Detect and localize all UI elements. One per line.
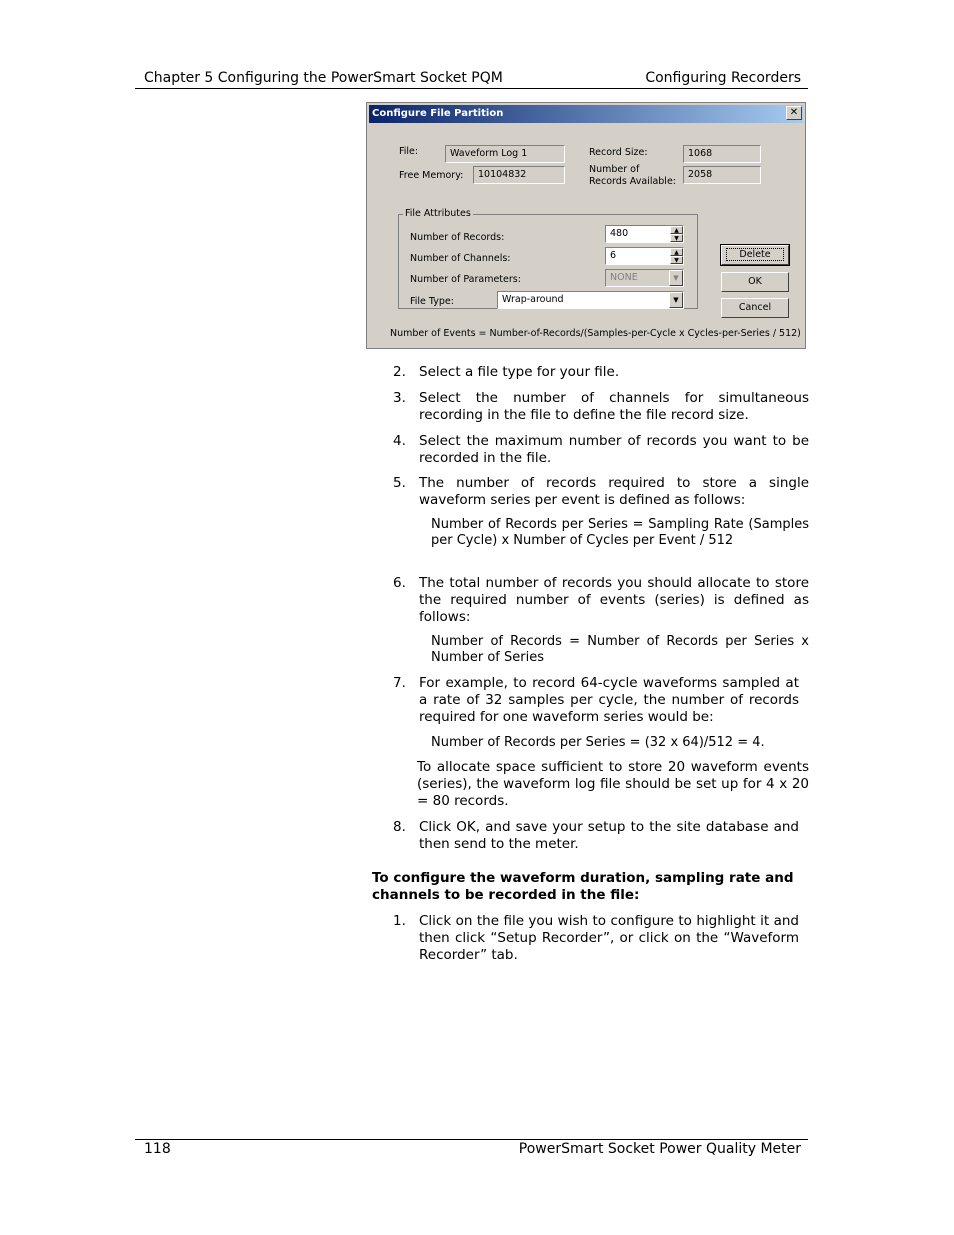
step-number: 1.	[393, 913, 406, 929]
formula-records-per-series: Number of Records per Series = Sampling Rate (Samples per Cycle) x Number of Cycles per Event / 512	[431, 517, 809, 548]
records-available-field: 2058	[683, 166, 761, 184]
file-type-label: File Type:	[410, 296, 454, 307]
footer-rule	[135, 1139, 808, 1140]
header-section: Configuring Recorders	[645, 70, 801, 86]
file-field: Waveform Log 1	[445, 145, 565, 163]
file-type-select[interactable]	[497, 291, 684, 309]
step-text: Click on the file you wish to configure to highlight it and then click “Setup Recorder”, or click on the “Waveform Recorder” tab.	[419, 913, 799, 963]
procedure-heading: To configure the waveform duration, sampling rate and channels to be recorded in the file:	[372, 870, 794, 903]
step-number: 5.	[393, 475, 406, 491]
step-number: 4.	[393, 433, 406, 449]
chevron-down-icon: ▼	[669, 270, 683, 286]
events-formula: Number of Events = Number-of-Records/(Samples-per-Cycle x Cycles-per-Series / 512)	[390, 328, 801, 339]
cancel-button[interactable]: Cancel	[721, 298, 789, 318]
file-attributes-label: File Attributes	[405, 208, 471, 219]
step-number: 2.	[393, 364, 406, 380]
num-records-input[interactable]	[605, 225, 684, 243]
step-text: Select the number of channels for simultaneous recording in the file to define the file record size.	[419, 390, 809, 423]
spin-up-icon[interactable]: ▲	[670, 248, 683, 256]
num-records-value: 480	[610, 228, 629, 239]
step-text: For example, to record 64-cycle waveforms sampled at a rate of 32 samples per cycle, the number of records required for one waveform series would be:	[419, 675, 799, 725]
footer-title: PowerSmart Socket Power Quality Meter	[518, 1141, 801, 1157]
file-type-value: Wrap-around	[502, 294, 564, 305]
file-label: File:	[399, 146, 419, 157]
num-records-label: Number of Records:	[410, 232, 505, 243]
dialog-title: Configure File Partition	[372, 108, 504, 119]
step-text: Select the maximum number of records you want to be recorded in the file.	[419, 433, 809, 466]
close-icon[interactable]: ✕	[786, 106, 802, 120]
records-available-label: Number of Records Available:	[589, 164, 676, 187]
dialog-title-bar	[369, 105, 803, 123]
free-memory-label: Free Memory:	[399, 170, 464, 181]
chevron-down-icon[interactable]: ▼	[669, 292, 683, 308]
page-number: 118	[144, 1141, 171, 1157]
step-text: Select a file type for your file.	[419, 364, 620, 380]
formula-example: Number of Records per Series = (32 x 64)/512 = 4.	[431, 735, 765, 750]
configure-file-partition-dialog	[366, 102, 806, 349]
step-number: 6.	[393, 575, 406, 591]
record-size-label: Record Size:	[589, 147, 648, 158]
num-channels-input[interactable]	[605, 247, 684, 265]
delete-button[interactable]: Delete	[721, 245, 789, 265]
step-number: 3.	[393, 390, 406, 406]
formula-total-records: Number of Records = Number of Records per Series x Number of Series	[431, 634, 809, 665]
step-number: 8.	[393, 819, 406, 835]
step-number: 7.	[393, 675, 406, 691]
record-size-field: 1068	[683, 145, 761, 163]
step-text: Click OK, and save your setup to the site database and then send to the meter.	[419, 819, 799, 852]
ok-button[interactable]: OK	[721, 272, 789, 292]
spin-down-icon[interactable]: ▼	[670, 234, 683, 242]
free-memory-field: 10104832	[473, 166, 565, 184]
header-chapter: Chapter 5 Configuring the PowerSmart Socket PQM	[144, 70, 503, 86]
num-parameters-select	[605, 269, 684, 287]
num-parameters-value: NONE	[610, 272, 638, 283]
header-rule	[135, 88, 808, 89]
step-text: The total number of records you should allocate to store the required number of events (series) is defined as follows:	[419, 575, 809, 625]
num-channels-label: Number of Channels:	[410, 253, 511, 264]
num-records-spinner[interactable]	[670, 226, 683, 242]
num-channels-spinner[interactable]	[670, 248, 683, 264]
example-paragraph: To allocate space sufficient to store 20 waveform events (series), the waveform log file should be set up for 4 x 20 = 80 records.	[417, 759, 809, 809]
num-channels-value: 6	[610, 250, 617, 261]
spin-up-icon[interactable]: ▲	[670, 226, 683, 234]
spin-down-icon[interactable]: ▼	[670, 256, 683, 264]
num-parameters-label: Number of Parameters:	[410, 274, 521, 285]
step-text: The number of records required to store a single waveform series per event is defined as follows:	[419, 475, 809, 508]
